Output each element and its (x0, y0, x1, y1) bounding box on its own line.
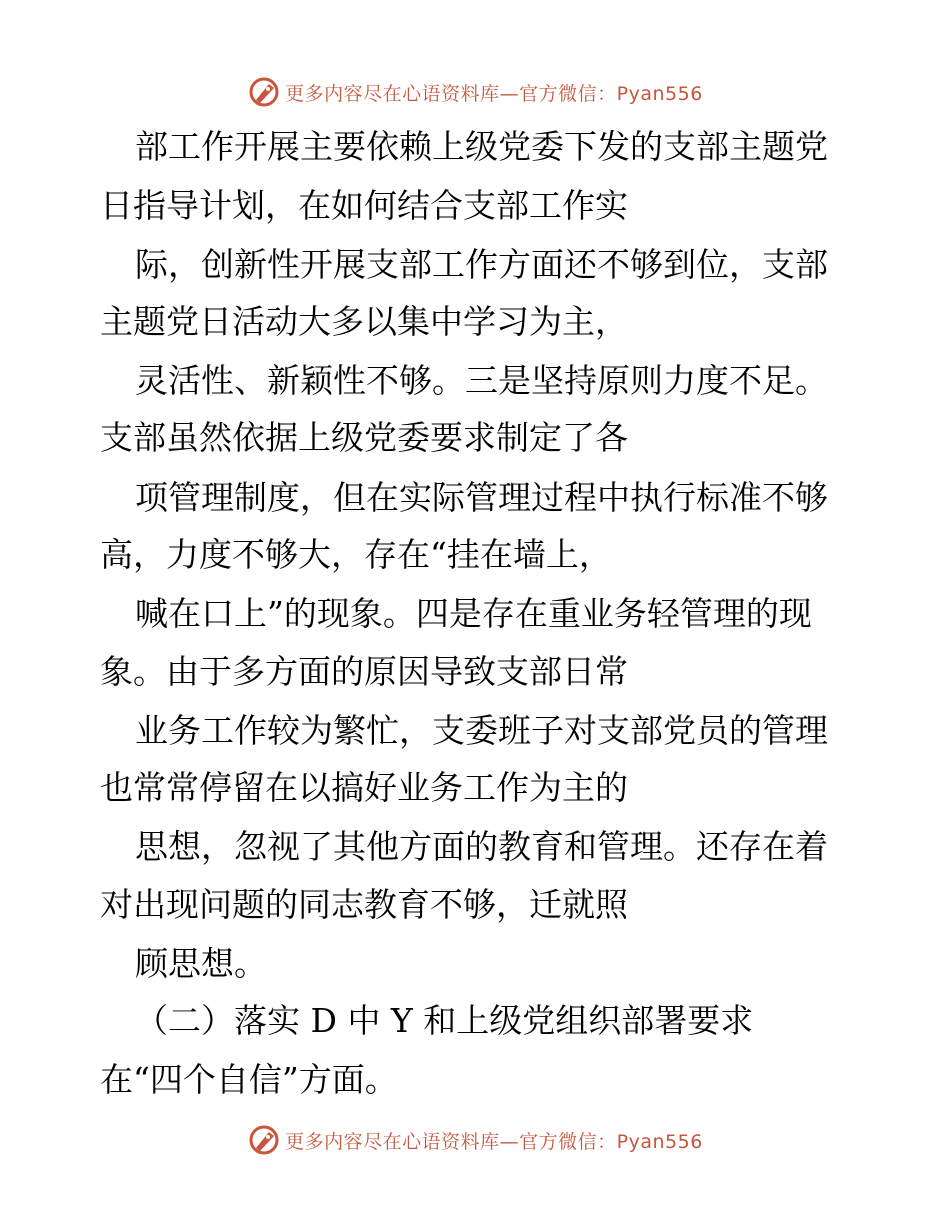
text-line: 支部虽然依据上级党委要求制定了各 (100, 418, 628, 457)
text-line: 顾思想。 (135, 944, 267, 983)
text-line: 在“四个自信”方面。 (100, 1060, 398, 1099)
text-line: 部工作开展主要依赖上级党委下发的支部主题党 (135, 127, 828, 166)
section-heading: （二）落实 D 中 Y 和上级党组织部署要求 (135, 1001, 754, 1040)
text-line: 项管理制度，但在实际管理过程中执行标准不够 (135, 478, 828, 517)
text-line: 主题党日活动大多以集中学习为主， (100, 302, 628, 341)
pen-nib-logo-icon (247, 75, 281, 109)
text-line: 思想，忽视了其他方面的教育和管理。还存在着 (135, 827, 828, 866)
text-line: 灵活性、新颖性不够。三是坚持原则力度不足。 (135, 361, 828, 400)
watermark-banner-bottom (0, 1120, 950, 1160)
text-line: 对出现问题的同志教育不够，迁就照 (100, 885, 628, 924)
text-line: 喊在口上”的现象。四是存在重业务轻管理的现 (135, 594, 812, 633)
watermark-banner-top (0, 72, 950, 112)
text-line: 象。由于多方面的原因导致支部日常 (100, 652, 628, 691)
text-line: 业务工作较为繁忙，支委班子对支部党员的管理 (135, 711, 828, 750)
text-line: 日指导计划，在如何结合支部工作实 (100, 186, 628, 225)
text-line: 高，力度不够大，存在“挂在墙上， (100, 535, 612, 574)
pen-nib-logo-icon (247, 1123, 281, 1157)
watermark-text: 更多内容尽在心语资料库—官方微信：Pyan556 (285, 82, 703, 105)
text-line: 际，创新性开展支部工作方面还不够到位，支部 (135, 245, 828, 284)
text-line: 也常常停留在以搞好业务工作为主的 (100, 768, 628, 807)
watermark-text: 更多内容尽在心语资料库—官方微信：Pyan556 (285, 1130, 703, 1153)
